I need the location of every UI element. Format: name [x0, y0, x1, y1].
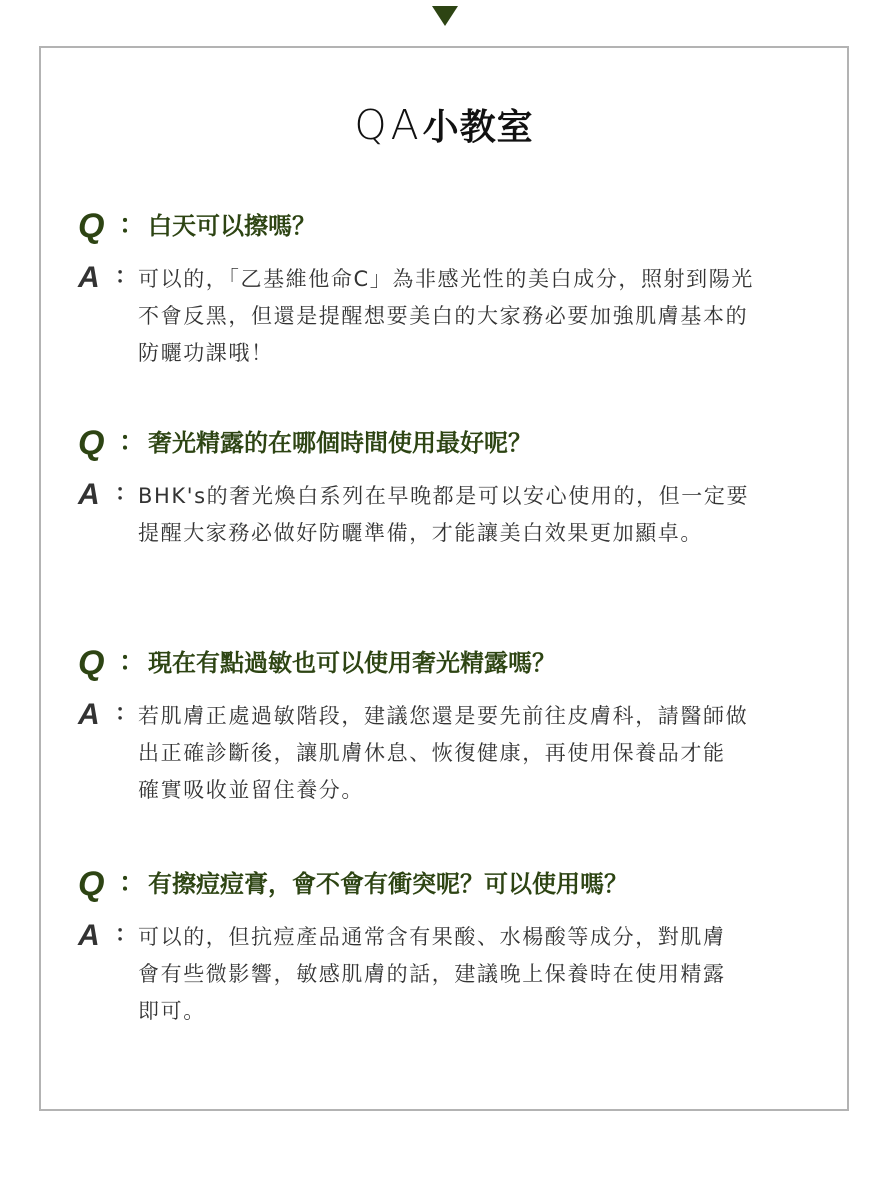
page-title — [41, 100, 847, 159]
answer-text — [138, 698, 838, 809]
a-marker: A — [78, 919, 100, 952]
q-marker: Q — [78, 207, 105, 245]
answer-row — [41, 698, 847, 809]
a-colon: ： — [115, 264, 138, 289]
answer-line: 出正確診斷後，讓肌膚休息、恢復健康，再使用保養品才能 — [138, 741, 726, 765]
question-row — [41, 863, 847, 905]
answer-row — [41, 478, 847, 552]
question-text: 現在有點過敏也可以使用奢光精露嗎？ — [148, 649, 556, 677]
answer-text — [138, 261, 838, 372]
answer-row — [41, 261, 847, 372]
answer-line: 會有些微影響，敏感肌膚的話，建議晚上保養時在使用精露 — [138, 962, 726, 986]
a-colon: ： — [115, 701, 138, 726]
a-marker: A — [78, 478, 100, 511]
question-row — [41, 205, 847, 247]
question-text: 奢光精露的在哪個時間使用最好呢？ — [148, 429, 532, 457]
answer-line: 防曬功課哦！ — [138, 341, 274, 365]
qa-item — [41, 642, 847, 809]
a-marker: A — [78, 698, 100, 731]
page-title-latin: QA — [354, 101, 423, 149]
question-text: 有擦痘痘膏，會不會有衝突呢？可以使用嗎？ — [148, 870, 628, 898]
down-triangle-icon — [432, 6, 458, 26]
qa-panel — [39, 46, 849, 1111]
q-colon: ： — [119, 868, 146, 898]
q-marker: Q — [78, 644, 105, 682]
q-colon: ： — [119, 210, 146, 240]
question-row — [41, 422, 847, 464]
answer-text — [138, 919, 838, 1030]
q-colon: ： — [119, 647, 146, 677]
a-colon: ： — [115, 481, 138, 506]
q-marker: Q — [78, 424, 105, 462]
answer-text — [138, 478, 838, 552]
a-colon: ： — [115, 922, 138, 947]
q-marker: Q — [78, 865, 105, 903]
qa-item — [41, 863, 847, 1030]
answer-line: 若肌膚正處過敏階段，建議您還是要先前往皮膚科，請醫師做 — [138, 704, 749, 728]
answer-line: 即可。 — [138, 999, 206, 1023]
answer-line: 確實吸收並留住養分。 — [138, 778, 364, 802]
q-colon: ： — [119, 427, 146, 457]
question-row — [41, 642, 847, 684]
answer-line: BHK's的奢光煥白系列在早晚都是可以安心使用的，但一定要 — [138, 484, 750, 508]
qa-item — [41, 422, 847, 552]
question-text: 白天可以擦嗎？ — [148, 212, 316, 240]
answer-line: 可以的，但抗痘產品通常含有果酸、水楊酸等成分，對肌膚 — [138, 925, 726, 949]
page-title-cjk: 小教室 — [422, 107, 534, 148]
answer-row — [41, 919, 847, 1030]
a-marker: A — [78, 261, 100, 294]
answer-line: 提醒大家務必做好防曬準備，才能讓美白效果更加顯卓。 — [138, 521, 703, 545]
answer-line: 不會反黑，但還是提醒想要美白的大家務必要加強肌膚基本的 — [138, 304, 749, 328]
qa-item — [41, 205, 847, 372]
answer-line: 可以的，「乙基維他命C」為非感光性的美白成分，照射到陽光 — [138, 267, 754, 291]
